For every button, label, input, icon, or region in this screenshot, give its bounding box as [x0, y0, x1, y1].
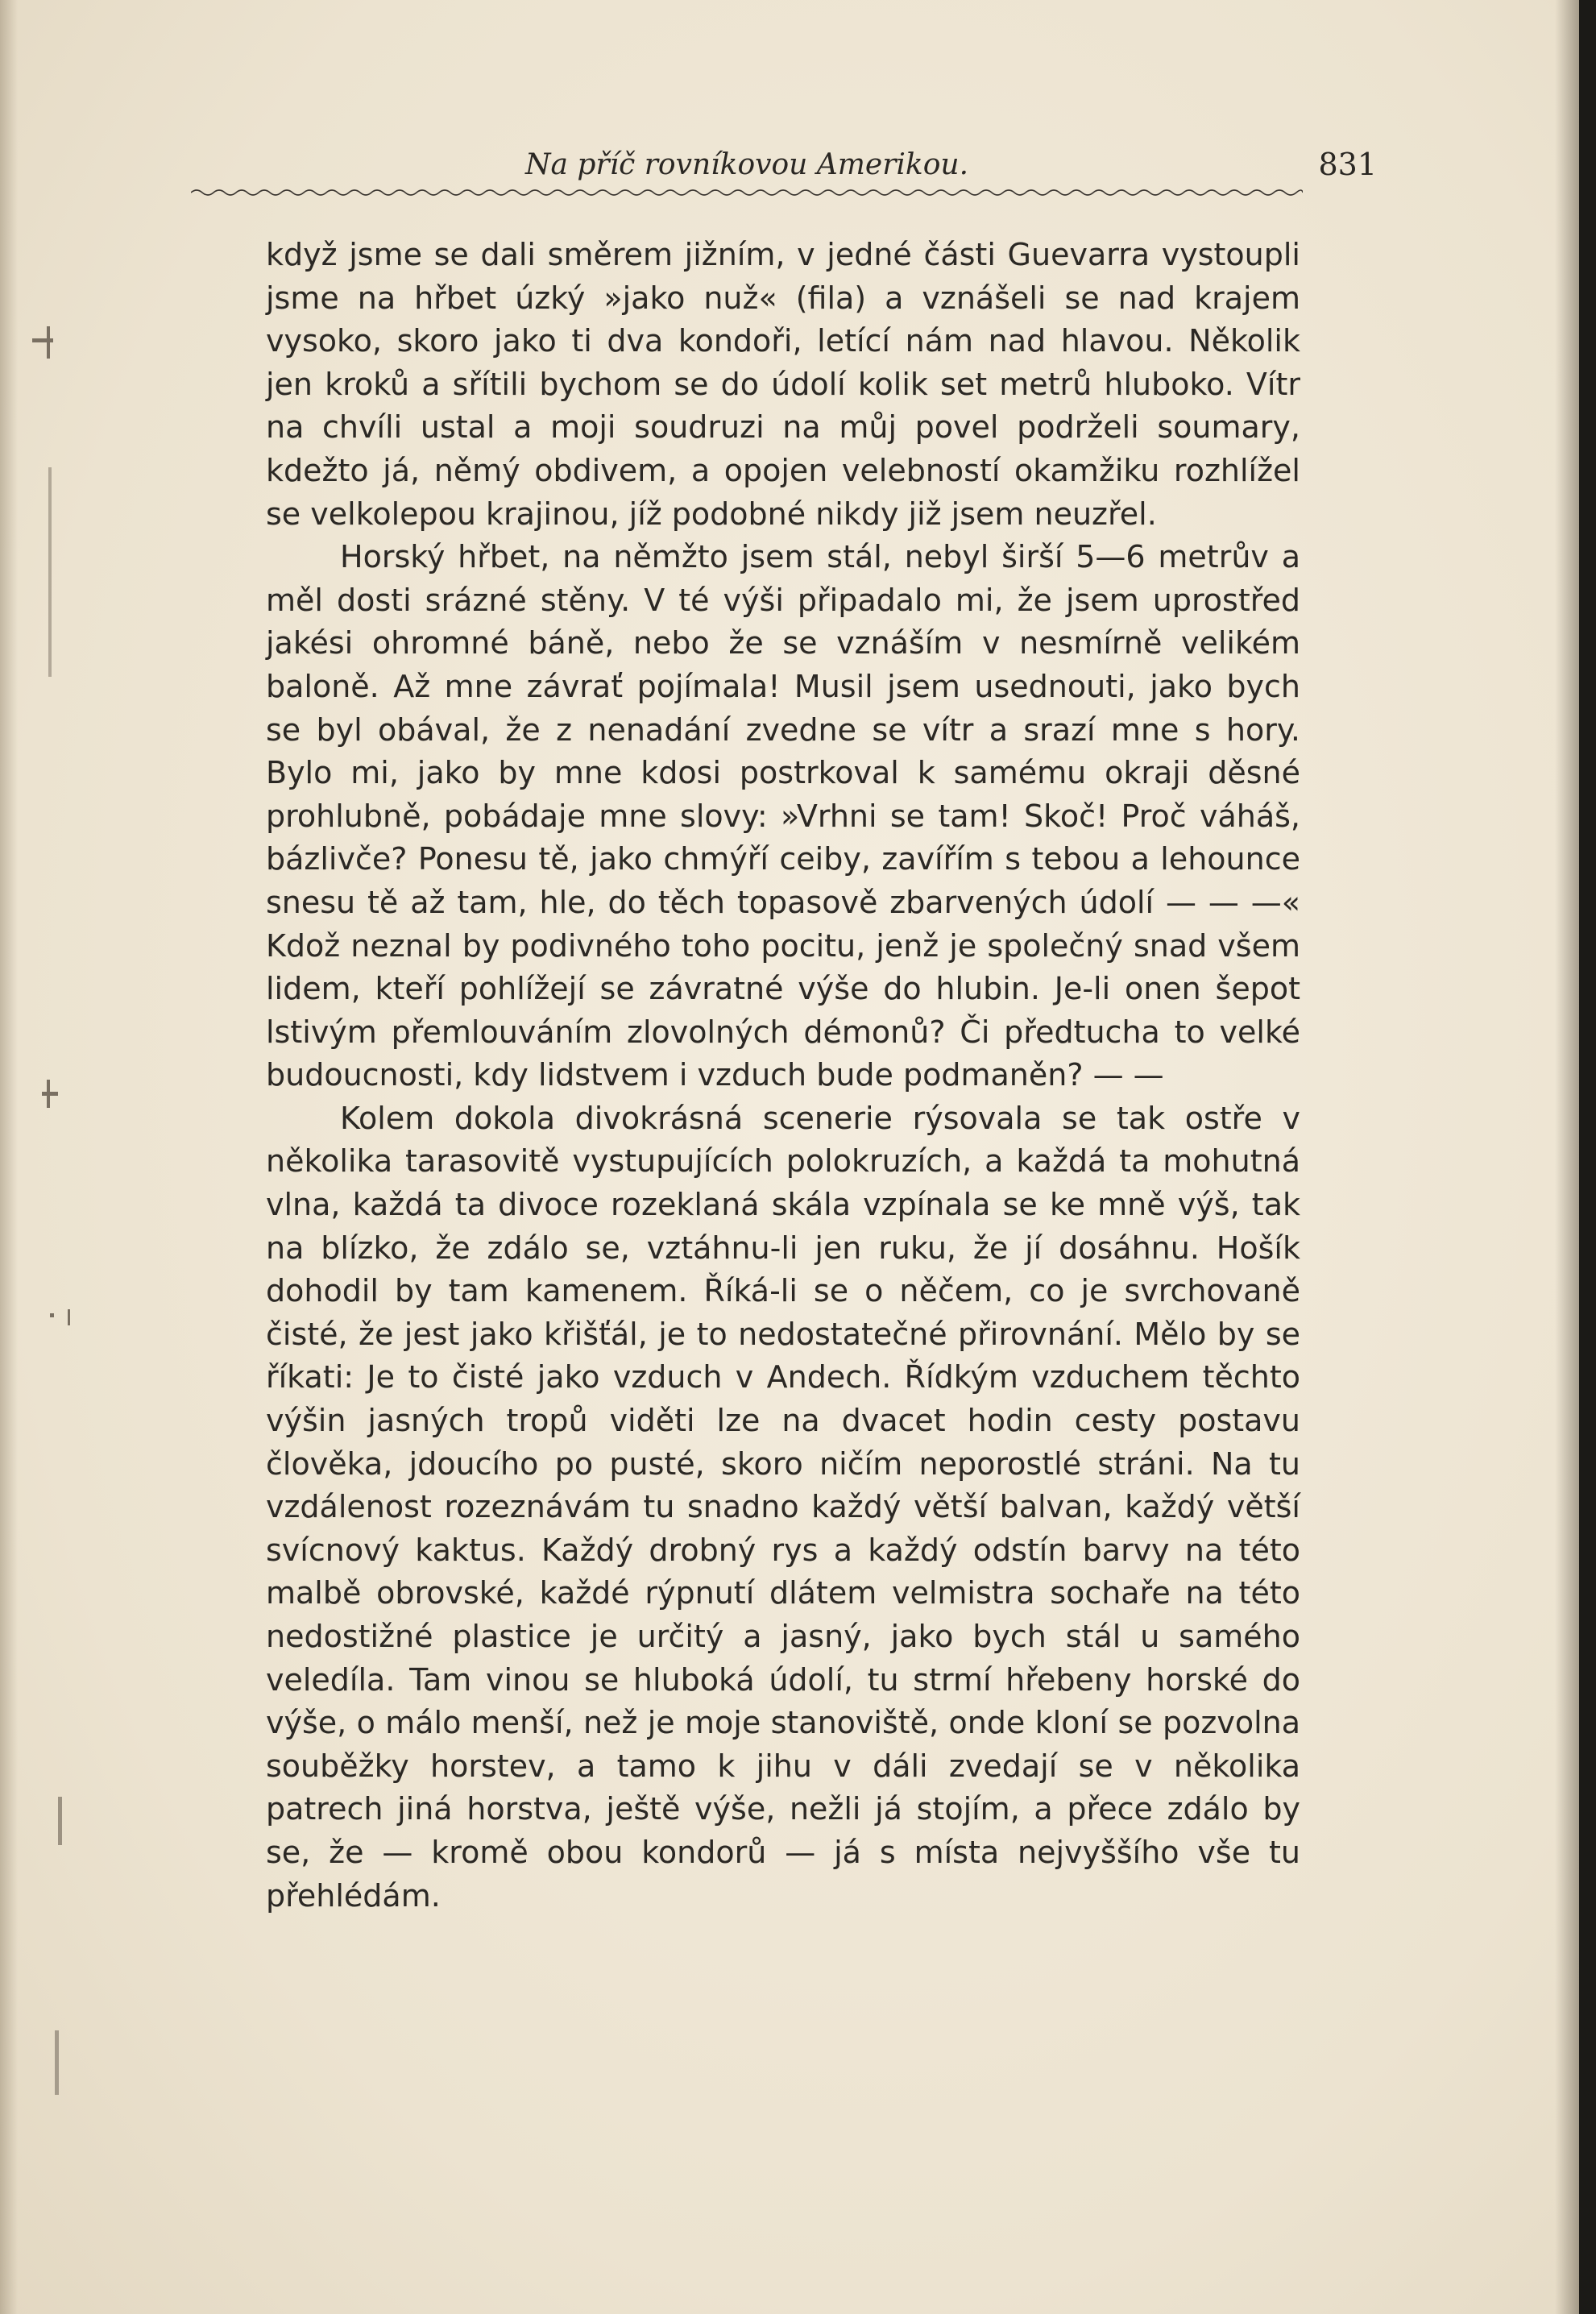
paragraph: když jsme se dali směrem jižním, v jedné části Guevarra vystoupli jsme na hřbet úzký »jako nuž« (fila) a vznášeli se nad krajem vysoko, skoro jako ti dva kondoři, letící nám nad hlavou. Několik jen kroků a sřítili bychom se do údolí kolik set metrů hluboko. Vítr na chvíli ustal a moji soudruzi na můj povel podrželi soumary, kdežto já, němý obdivem, a opojen velebností okamžiku rozhlížel se velkolepou krajinou, jíž podobné nikdy již jsem neuzřel.	[266, 237, 1300, 532]
paragraph: Horský hřbet, na němžto jsem stál, nebyl širší 5—6 metrův a měl dosti srázné stěny. V té výši připadalo mi, že jsem uprostřed jakési ohromné báně, nebo že se vznáším v nesmírně velikém baloně. Až mne závrať pojímala! Musil jsem usednouti, jako bych se byl obával, že z nenadání zvedne se vítr a srazí mne s hory. Bylo mi, jako by mne kdosi postrkoval k samému okraji děsné prohlubně, pobádaje mne slovy: »Vrhni se tam! Skoč! Proč váháš, bázlivče? Ponesu tě, jako chmýří ceiby, zavířím s tebou a lehounce snesu tě až tam, hle, do těch topasově zbarvených údolí — — —« Kdož neznal by podivného toho pocitu, jenž je společný snad všem lidem, kteří pohlížejí se závratné výše do hlubin. Je-li onen šepot lstivým přemlouváním zlovolných démonů? Či předtucha to velké budoucnosti, kdy lidstvem i vzduch bude podmaněn? — —	[266, 539, 1300, 1093]
margin-mark	[58, 1797, 62, 1845]
margin-mark	[47, 326, 50, 359]
margin-mark	[32, 338, 53, 342]
page-header	[191, 145, 1377, 193]
margin-mark	[47, 1080, 50, 1108]
page-left-edge-shading	[0, 0, 18, 2314]
body-text	[266, 234, 1300, 1918]
running-title: Na příč rovníkovou Amerikou.	[524, 148, 969, 181]
margin-mark	[48, 467, 52, 677]
page-gutter-shadow	[1555, 0, 1579, 2314]
wavy-header-rule	[191, 187, 1303, 198]
margin-mark	[55, 2030, 59, 2095]
margin-mark	[68, 1309, 70, 1325]
paragraph: Kolem dokola divokrásná scenerie rýsovala se tak ostře v několika tarasovitě vystupujících polokruzích, a každá ta mohutná vlna, každá ta divoce rozeklaná skála vzpínala se ke mně výš, tak na blízko, že zdálo se, vztáhnu-li jen ruku, že jí dosáhnu. Hošík dohodil by tam kamenem. Říká-li se o něčem, co je svrchovaně čisté, že jest jako křišťál, je to nedostatečné přirovnání. Mělo by se říkati: Je to čisté jako vzduch v Andech. Řídkým vzduchem těchto výšin jasných tropů viděti lze na dvacet hodin cesty postavu člověka, jdoucího po pusté, skoro ničím neporostlé stráni. Na tu vzdálenost rozeznávám tu snadno každý větší balvan, každý větší svícnový kaktus. Každý drobný rys a každý odstín barvy na této malbě obrovské, každé rýpnutí dlátem velmistra sochaře na této nedostižné plastice je určitý a jasný, jako bych stál u samého veledíla. Tam vinou se hluboká údolí, tu strmí hřebeny horské do výše, o málo menší, než je moje stanoviště, onde kloní se pozvolna souběžky horstev, a tamo k jihu v dáli zvedají se v několika patrech jiná horstva, ještě výše, nežli já stojím, a přece zdálo by se, že — kromě obou kondorů — já s místa nejvyššího vše tu přehlédám.	[266, 1100, 1300, 1914]
page-number: 831	[1318, 147, 1377, 182]
margin-mark	[42, 1092, 58, 1096]
margin-mark	[50, 1313, 54, 1317]
